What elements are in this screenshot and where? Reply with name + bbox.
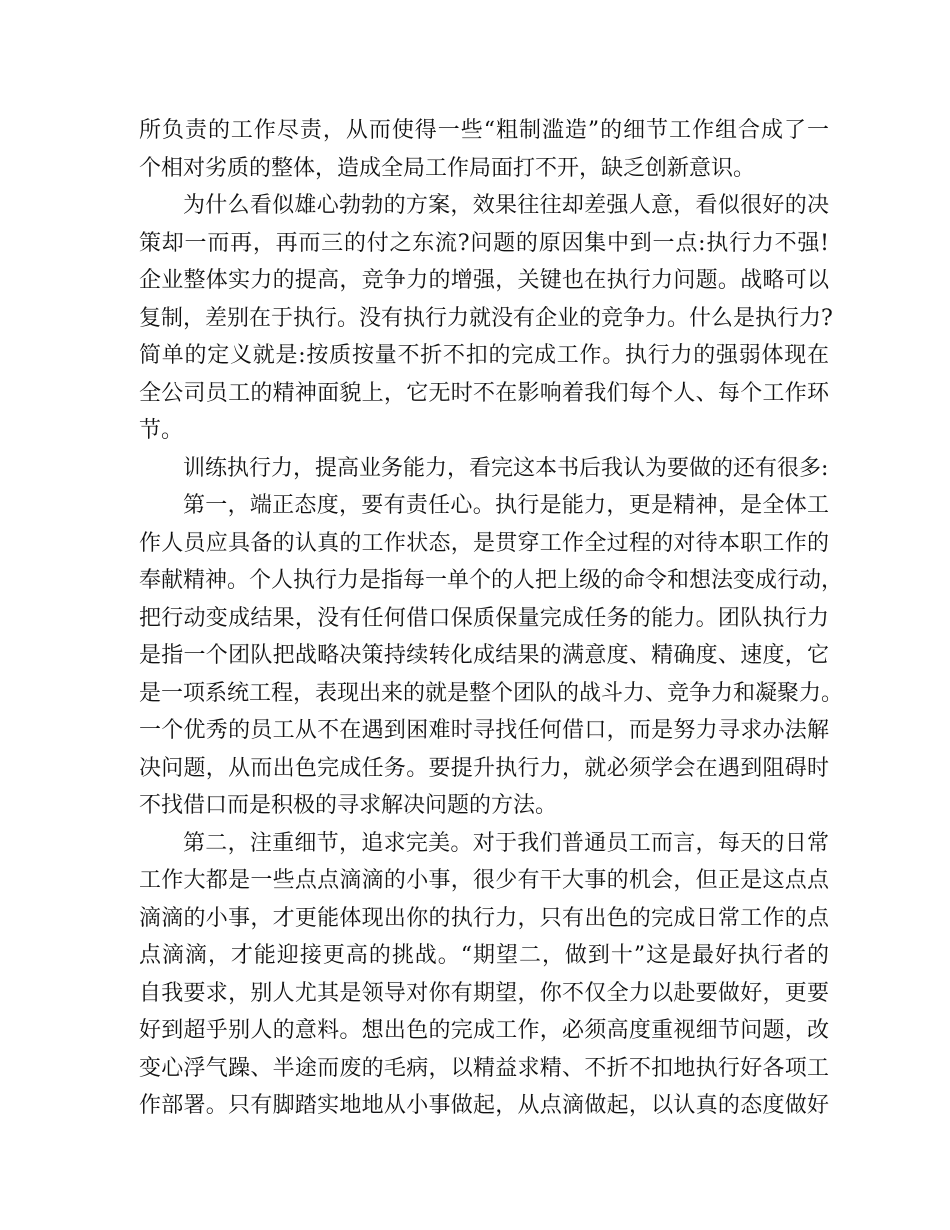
text-line: 奉献精神。个人执行力是指每一单个的人把上级的命令和想法变成行动，: [139, 568, 844, 593]
text-line: 是指一个团队把战略决策持续转化成结果的满意度、精确度、速度，它: [139, 643, 829, 668]
text-line: 所负责的工作尽责，从而使得一些“粗制滥造”的细节工作组合成了一: [139, 118, 829, 143]
text-line: 不找借口而是积极的寻求解决问题的方法。: [139, 793, 558, 818]
text-line: 第一，端正态度，要有责任心。执行是能力，更是精神，是全体工: [183, 493, 829, 518]
text-line: 工作大都是一些点点滴滴的小事，很少有干大事的机会，但正是这点点: [139, 868, 829, 893]
text-line: 复制，差别在于执行。没有执行力就没有企业的竞争力。什么是执行力?: [139, 305, 833, 331]
text-line: 滴滴的小事，才更能体现出你的执行力，只有出色的完成日常工作的点: [139, 905, 829, 931]
body-text: [139, 112, 844, 1125]
text-line: 简单的定义就是:按质按量不折不扣的完成工作。执行力的强弱体现在: [139, 343, 829, 368]
text-line: 是一项系统工程，表现出来的就是整个团队的战斗力、竞争力和凝聚力。: [139, 680, 844, 706]
text-line: 作部署。只有脚踏实地地从小事做起，从点滴做起，以认真的态度做好: [139, 1093, 829, 1118]
text-line: 个相对劣质的整体，造成全局工作局面打不开，缺乏创新意识。: [139, 155, 756, 181]
text-line: 自我要求，别人尤其是领导对你有期望，你不仅全力以赴要做好，更要: [139, 980, 829, 1006]
text-line: 变心浮气躁、半途而废的毛病，以精益求精、不折不扣地执行好各项工: [139, 1055, 829, 1081]
text-line: 策却一而再，再而三的付之东流?问题的原因集中到一点:执行力不强!: [139, 230, 829, 256]
text-line: 全公司员工的精神面貌上，它无时不在影响着我们每个人、每个工作环: [139, 380, 829, 406]
text-line: 节。: [139, 418, 184, 443]
text-line: 把行动变成结果，没有任何借口保质保量完成任务的能力。团队执行力: [139, 605, 829, 631]
text-line: 作人员应具备的认真的工作状态，是贯穿工作全过程的对待本职工作的: [139, 530, 829, 556]
text-line: 为什么看似雄心勃勃的方案，效果往往却差强人意，看似很好的决: [183, 193, 829, 218]
text-line: 企业整体实力的提高，竞争力的增强，关键也在执行力问题。战略可以: [139, 268, 829, 293]
text-line: 第二，注重细节，追求完美。对于我们普通员工而言，每天的日常: [183, 830, 829, 856]
text-line: 训练执行力，提高业务能力，看完这本书后我认为要做的还有很多:: [183, 455, 829, 481]
text-line: 好到超乎别人的意料。想出色的完成工作，必须高度重视细节问题，改: [139, 1018, 829, 1043]
text-line: 决问题，从而出色完成任务。要提升执行力，就必须学会在遇到阻碍时: [139, 755, 829, 781]
text-line: 点滴滴，才能迎接更高的挑战。“期望二，做到十”这是最好执行者的: [139, 943, 829, 968]
text-line: 一个优秀的员工从不在遇到困难时寻找任何借口，而是努力寻求办法解: [139, 718, 829, 743]
